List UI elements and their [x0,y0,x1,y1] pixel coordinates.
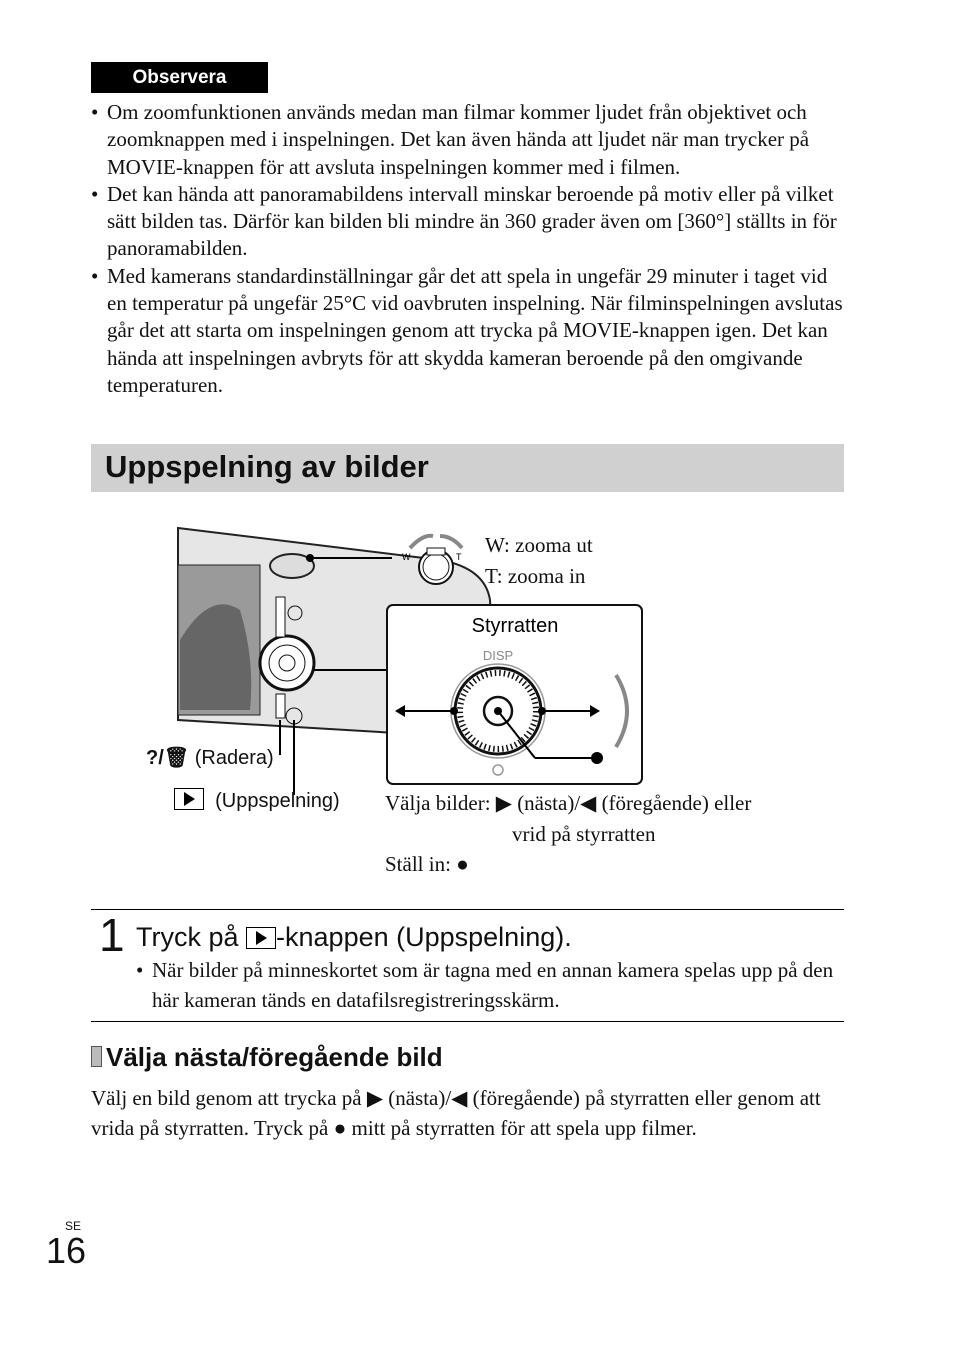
notes-list [91,99,851,399]
note-item: • Det kan hända att panoramabildens intervall minskar beroende på motiv eller på vilket sätt bilden tas. Därför kan bilden bli mindre än 360 grader även om [360°] ställts in för panoramabilden. [91,181,851,263]
note-item: • Om zoomfunktionen används medan man filmar kommer ljudet från objektivet och zoomknappen med i inspelningen. Det kan även hända att ljudet när man trycker på MOVIE-knappen för att avsluta inspelningen kommer med i filmen. [91,99,851,181]
playback-icon [174,788,204,810]
note-item: • Med kamerans standardinställningar går det att spela in ungefär 29 minuter i taget vid en temperatur på ungefär 25°C vid oavbruten inspelning. När filminspelningen avslutas går det att starta om inspelningen genom att trycka på MOVIE-knappen igen. Det kan hända att inspelningen avbryts för att skydda kameran beroende på den omgivande temperaturen. [91,263,851,399]
step-bullet: • När bilder på minneskortet som är tagna med en annan kamera spelas upp på den här kameran tänds en datafilsregistreringsskärm. [136,958,834,1012]
playback-label: (Uppspelning) [174,788,340,813]
zoom-t-text: T: zooma in [485,564,586,588]
language-code: SE [65,1219,82,1233]
help-trash-icon: ?/🗑︎ [146,747,195,769]
select-text-1: Välja bilder: ▶ (nästa)/◀ (föregående) eller [385,791,752,815]
divider [91,909,844,910]
subsection-title: Välja nästa/föregående bild [91,1042,443,1073]
divider [91,1021,844,1022]
zoom-w-text: W: zooma ut [485,533,593,557]
step-title: Tryck på -knappen (Uppspelning). [136,922,572,952]
lever-w-label: W [402,552,411,562]
subsection-marker-icon [91,1046,102,1067]
step-number: 1 [99,909,125,961]
disp-label: DISP [482,648,514,663]
wheel-title: Styrratten [471,615,559,637]
section-title: Uppspelning av bilder [105,449,429,484]
select-text-2: vrid på styrratten [512,822,656,846]
note-label: Observera [91,62,268,93]
playback-icon [246,927,276,949]
set-text: Ställ in: ● [385,852,469,876]
delete-label: ?/🗑︎ (Radera) [146,747,274,769]
section-header [91,444,844,492]
page-number: 16 [46,1230,87,1271]
lever-t-label: T [456,552,462,562]
subsection-body: Välj en bild genom att trycka på ▶ (nästa)/◀ (föregående) på styrratten eller genom att vrida på styrratten. Tryck på ● mitt på styrratten för att spela upp filmer. [91,1086,821,1140]
